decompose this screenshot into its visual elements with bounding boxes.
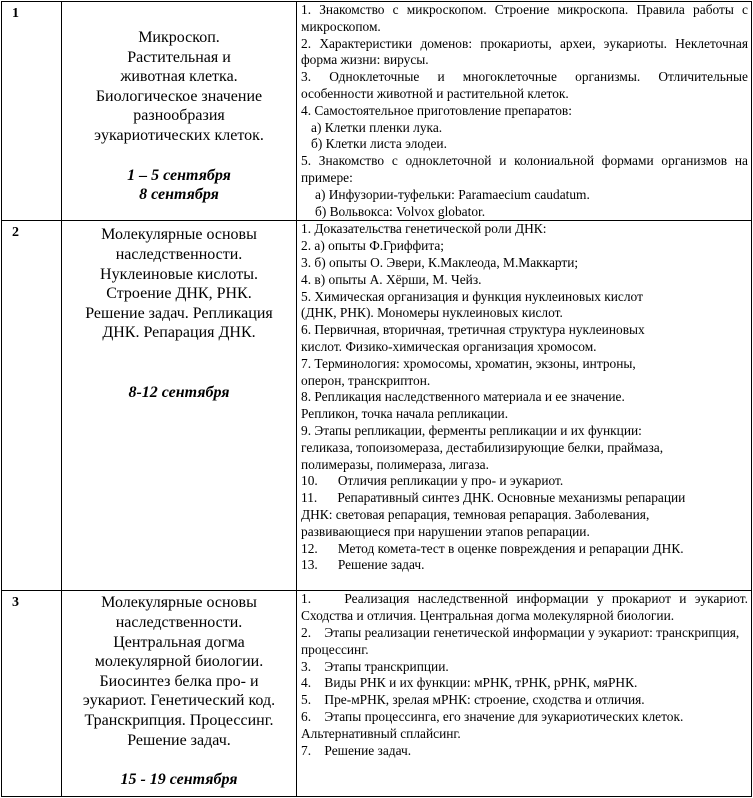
- table-row: [2, 591, 752, 797]
- content-item: 1. Доказательства генетической роли ДНК:: [301, 221, 547, 237]
- topic-line: Решение задач. Репликация: [85, 304, 273, 322]
- content-item: 3. Одноклеточные и многоклеточные организмы. Отличительные особенности животной и растительной клеток.: [301, 69, 748, 101]
- content-item: 1. Реализация наследственной информации у прокариот и эукариот. Сходства и отличия. Центральная догма молекулярной биологии.: [301, 591, 752, 624]
- content-item: а) Инфузории-туфельки: Paramaecium caudatum.: [315, 186, 590, 202]
- lesson-topic: [62, 591, 297, 797]
- lesson-topic: [62, 221, 297, 591]
- topic-line: Решение задач.: [127, 731, 231, 749]
- topic-line: Молекулярные основы: [101, 226, 257, 244]
- content-item: 13. Решение задач.: [301, 557, 425, 573]
- topic-line: Нуклеиновые кислоты.: [100, 265, 258, 283]
- content-item: 2. Характеристики доменов: прокариоты, археи, эукариоты. Неклеточная форма жизни: вирусы.: [301, 35, 748, 68]
- content-item: 9. Этапы репликации, ферменты репликации и их функции: геликаза, топоизомераза, дестабилизирующие белки, праймаза, полимеразы, полимераза, лигаза.: [301, 422, 664, 472]
- content-item: 7. Терминология: хромосомы, хроматин, экзоны, интроны, оперон, транскриптон.: [301, 355, 636, 388]
- content-item: 10. Отличия репликации у про- и эукариот.: [301, 473, 564, 489]
- content-item: 5. Пре-мРНК, зрелая мРНК: строение, сходства и отличия.: [301, 692, 645, 708]
- content-item: 11. Репаративный синтез ДНК. Основные механизмы репарации ДНК: световая репарация, темновая репарация. Заболевания, развивающиеся при нарушении этапов репарации.: [301, 490, 689, 539]
- lesson-dates: 15 - 19 сентября: [120, 771, 238, 789]
- content-item: 2. Этапы реализации генетической информации у эукариот: транскрипция, процессинг.: [301, 624, 743, 657]
- lesson-content: [297, 591, 752, 797]
- lesson-topic: [62, 2, 297, 221]
- topic-line: Транскрипция. Процессинг.: [84, 711, 274, 729]
- lesson-dates: 8 сентября: [139, 186, 219, 204]
- content-item: 7. Решение задач.: [301, 742, 412, 758]
- lesson-content: [297, 2, 752, 221]
- content-item: 4. Виды РНК и их функции: мРНК, тРНК, рРНК, мяРНК.: [301, 675, 638, 691]
- lesson-number: 1: [2, 2, 62, 221]
- content-item: 12. Метод комета-тест в оценке повреждения и репарации ДНК.: [301, 540, 684, 556]
- curriculum-table: [1, 1, 752, 797]
- content-item: 3. Этапы транскрипции.: [301, 658, 449, 674]
- content-item: 4. в) опыты А. Хёрши, М. Чейз.: [301, 271, 482, 287]
- topic-line: животная клетка.: [120, 68, 238, 86]
- content-item: 6. Этапы процессинга, его значение для эукариотических клеток. Альтернативный сплайсинг.: [301, 708, 687, 741]
- content-item: 5. Знакомство с одноклеточной и колониальной формами организмов на примере:: [301, 153, 748, 185]
- lesson-dates: 8-12 сентября: [128, 383, 230, 401]
- table-row: [2, 221, 752, 591]
- lesson-number: 2: [2, 221, 62, 591]
- content-item: 2. а) опыты Ф.Гриффита;: [301, 238, 445, 254]
- content-item: а) Клетки пленки лука.: [311, 119, 443, 135]
- content-item: 3. б) опыты О. Эвери, К.Маклеода, М.Маккарти;: [301, 254, 579, 270]
- content-item: 5. Химическая организация и функция нуклеиновых кислот (ДНК, РНК). Мономеры нуклеиновых кислот.: [301, 288, 643, 321]
- lesson-content: [297, 221, 752, 591]
- topic-line: эукариотических клеток.: [94, 126, 264, 144]
- topic-line: разнообразия: [133, 107, 225, 125]
- lesson-dates: 1 – 5 сентября: [127, 166, 231, 184]
- topic-line: Биологическое значение: [95, 87, 263, 105]
- content-item: 6. Первичная, вторичная, третичная структура нуклеиновых кислот. Физико-химическая организация хромосом.: [301, 322, 645, 354]
- content-item: б) Вольвокса: Volvox globator.: [315, 203, 486, 219]
- topic-line: Молекулярные основы: [101, 594, 257, 612]
- topic-line: Строение ДНК, РНК.: [106, 285, 252, 303]
- content-item: 8. Репликация наследственного материала и ее значение. Репликон, точка начала репликации.: [301, 389, 625, 422]
- content-item: 1. Знакомство с микроскопом. Строение микроскопа. Правила работы с микроскопом.: [301, 2, 748, 34]
- topic-line: Растительная и: [127, 48, 231, 66]
- topic-line: Центральная догма: [113, 633, 245, 651]
- topic-line: молекулярной биологии.: [94, 653, 264, 671]
- lesson-number: 3: [2, 591, 62, 797]
- topic-line: наследственности.: [115, 613, 243, 631]
- topic-line: наследственности.: [115, 245, 243, 263]
- content-item: б) Клетки листа элодеи.: [311, 136, 447, 152]
- table-row: [2, 2, 752, 221]
- topic-line: эукариот. Генетический код.: [82, 692, 276, 710]
- topic-line: Микроскоп.: [138, 29, 220, 46]
- topic-line: ДНК. Репарация ДНК.: [102, 324, 256, 342]
- content-item: 4. Самостоятельное приготовление препаратов:: [301, 102, 572, 118]
- topic-line: Биосинтез белка про- и: [99, 672, 259, 690]
